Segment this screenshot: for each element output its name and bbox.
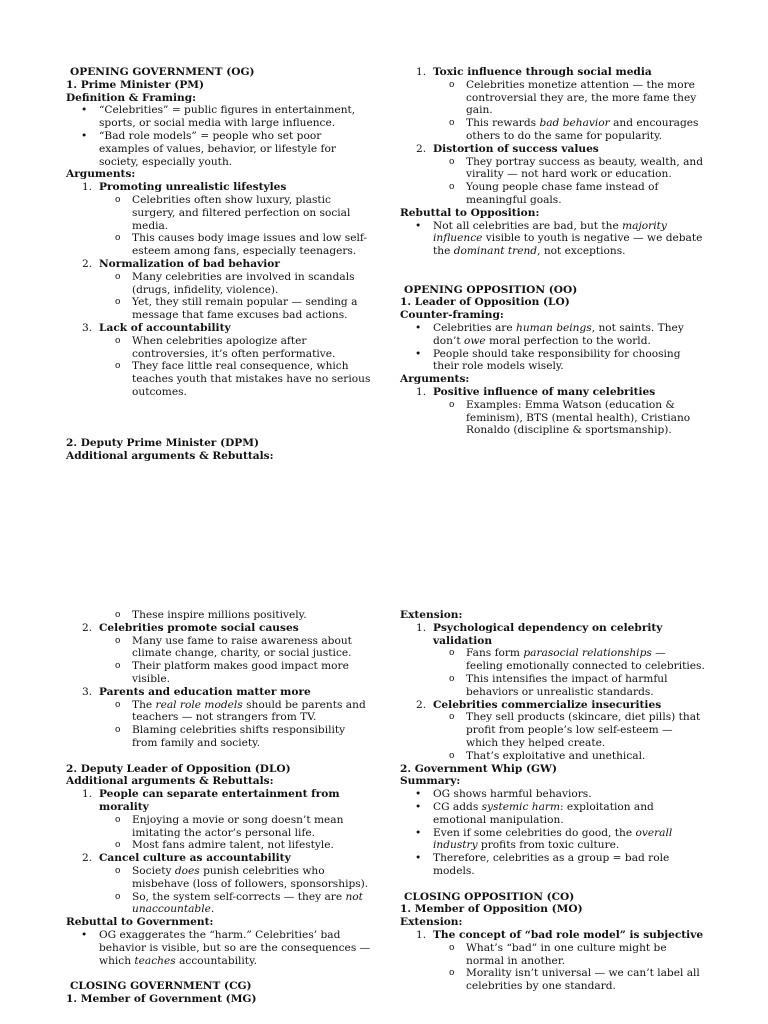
spacer <box>400 271 705 284</box>
heading <box>404 284 705 297</box>
sub-bullet-item <box>66 865 371 891</box>
item-text: OG shows harmful behaviors. <box>433 788 592 801</box>
item-text: Not all celebrities are bad, but the majority influence visible to youth is negative — we debate the dominant trend, not exceptions. <box>433 219 703 258</box>
item-text: Therefore, celebrities as a group = bad role models. <box>433 852 670 877</box>
item-text: Counter-framing: <box>400 309 504 322</box>
numbered-item <box>66 686 371 699</box>
item-text: Additional arguments & Rebuttals: <box>66 775 274 788</box>
spacer <box>66 750 371 763</box>
item-text: Normalization of bad behavior <box>99 257 280 270</box>
item-text: The concept of “bad role model” is subjective <box>433 928 704 941</box>
heading <box>400 903 705 916</box>
item-text: “Celebrities” = public figures in entertainment, sports, or social media with large influence. <box>99 104 356 130</box>
sub-bullet-item <box>400 673 705 699</box>
item-text: When celebrities apologize after controversies, it’s often performative. <box>132 334 336 360</box>
item-text: Blaming celebrities shifts responsibility from family and society. <box>132 724 346 749</box>
numbered-item <box>66 622 371 635</box>
spacer <box>66 412 371 425</box>
heading <box>400 775 705 788</box>
numbered-item <box>66 258 371 271</box>
item-text: Extension: <box>400 916 463 929</box>
item-text: They face little real consequence, which teaches youth that mistakes have no serious outcomes. <box>132 360 371 398</box>
item-text: Yet, they still remain popular — sending a message that fame excuses bad actions. <box>132 296 358 322</box>
list-number: 2. <box>416 698 427 711</box>
item-text: They sell products (skincare, diet pills) that profit from people’s low self-esteem — which they helped create. <box>466 711 701 749</box>
bullet-item <box>400 220 705 258</box>
sub-bullet-item <box>66 891 371 917</box>
item-text: So, the system self-corrects — they are not unaccountable. <box>132 890 363 916</box>
sub-bullet-item <box>66 724 371 750</box>
spacer <box>400 258 705 271</box>
heading <box>400 373 705 386</box>
list-number: 1. <box>82 181 93 194</box>
item-text: OG exaggerates the “harm.” Celebrities’ bad behavior is visible, but so are the consequences — which teaches accountability. <box>99 928 371 967</box>
item-text: Parents and education matter more <box>99 685 311 698</box>
sub-bullet-item <box>400 117 705 143</box>
sub-bullet-item <box>66 814 371 840</box>
sub-bullet-item <box>66 699 371 725</box>
item-text: Celebrities commercialize insecurities <box>433 698 662 711</box>
item-text: Toxic influence through social media <box>433 66 652 78</box>
right-column-top <box>400 66 705 437</box>
item-text: That’s exploitative and unethical. <box>466 749 646 762</box>
list-number: 2. <box>82 621 93 634</box>
numbered-item <box>66 322 371 335</box>
item-text: Celebrities often show luxury, plastic surgery, and filtered perfection on social media. <box>132 193 351 232</box>
list-number: 3. <box>82 685 93 698</box>
item-text: Arguments: <box>400 373 470 386</box>
sub-bullet-item <box>66 839 371 852</box>
item-text: Celebrities promote social causes <box>99 621 299 634</box>
bullet-item <box>400 788 705 801</box>
list-number: 1. <box>416 928 427 941</box>
item-text: Most fans admire talent, not lifestyle. <box>132 839 334 852</box>
bullet-item <box>400 322 705 348</box>
item-text: Additional arguments & Rebuttals: <box>66 449 274 462</box>
item-text: This intensifies the impact of harmful behaviors or unrealistic standards. <box>466 672 668 698</box>
item-text: Cancel culture as accountability <box>99 852 291 865</box>
numbered-item <box>66 852 371 865</box>
heading <box>66 916 371 929</box>
item-text: Examples: Emma Watson (education & feminism), BTS (mental health), Cristiano Ronaldo (discipline & sportsmanship). <box>466 398 691 437</box>
item-text: Extension: <box>400 609 463 621</box>
sub-bullet-item <box>400 750 705 763</box>
list-number: 1. <box>82 788 93 801</box>
item-text: Even if some celebrities do good, the overall industry profits from toxic culture. <box>433 826 673 852</box>
heading <box>66 92 371 105</box>
sub-bullet-item <box>400 967 705 993</box>
numbered-item <box>400 66 705 79</box>
spacer <box>400 878 705 891</box>
item-text: People should take responsibility for choosing their role models wisely. <box>433 347 681 373</box>
numbered-item <box>66 181 371 194</box>
numbered-item <box>400 386 705 399</box>
left-column-bottom <box>66 609 371 1006</box>
item-text: Definition & Framing: <box>66 91 197 104</box>
item-text: What’s “bad” in one culture might be normal in another. <box>466 941 667 967</box>
item-text: Many celebrities are involved in scandals (drugs, infidelity, violence). <box>132 270 355 296</box>
item-text: Psychological dependency on celebrity validation <box>433 621 663 647</box>
list-number: 1. <box>416 66 427 78</box>
bullet-item <box>66 130 371 168</box>
list-number: 2. <box>82 257 93 270</box>
item-text: People can separate entertainment from morality <box>99 788 340 813</box>
sub-bullet-item <box>400 711 705 749</box>
numbered-item <box>400 622 705 648</box>
numbered-item <box>400 929 705 942</box>
sub-bullet-item <box>66 232 371 258</box>
item-text: This causes body image issues and low self-esteem among fans, especially teenagers. <box>132 232 367 258</box>
bullet-item <box>66 104 371 130</box>
list-number: 2. <box>82 852 93 865</box>
bullet-item <box>400 827 705 853</box>
item-text: Promoting unrealistic lifestyles <box>99 181 287 194</box>
item-text: Many use fame to raise awareness about climate change, charity, or social justice. <box>132 634 352 660</box>
item-text: They portray success as beauty, wealth, and virality — not hard work or education. <box>466 155 704 181</box>
item-text: 2. Deputy Leader of Opposition (DLO) <box>66 762 291 775</box>
heading <box>70 66 371 79</box>
item-text: Rebuttal to Opposition: <box>400 206 540 219</box>
sub-bullet-item <box>400 942 705 968</box>
item-text: Lack of accountability <box>99 321 231 334</box>
heading <box>404 891 705 904</box>
item-text: CLOSING OPPOSITION (CO) <box>404 890 575 903</box>
item-text: Positive influence of many celebrities <box>433 385 656 398</box>
bullet-item <box>66 929 371 967</box>
heading <box>400 609 705 622</box>
sub-bullet-item <box>66 609 371 622</box>
item-text: CG adds systemic harm: exploitation and emotional manipulation. <box>433 800 654 826</box>
item-text: 1. Member of Government (MG) <box>66 992 257 1005</box>
item-text: 2. Government Whip (GW) <box>400 762 557 775</box>
item-text: Arguments: <box>66 168 136 181</box>
item-text: Fans form parasocial relationships — feeling emotionally connected to celebrities. <box>466 647 705 673</box>
sub-bullet-item <box>400 156 705 182</box>
bullet-item <box>400 348 705 374</box>
item-text: Distortion of success values <box>433 142 599 155</box>
item-text: This rewards bad behavior and encourages others to do the same for popularity. <box>466 117 699 142</box>
sub-bullet-item <box>66 360 371 398</box>
list-number: 1. <box>416 385 427 398</box>
heading <box>66 168 371 181</box>
list-number: 3. <box>82 321 93 334</box>
sub-bullet-item <box>66 296 371 322</box>
spacer <box>66 424 371 437</box>
sub-bullet-item <box>400 647 705 673</box>
heading <box>66 775 371 788</box>
item-text: Enjoying a movie or song doesn’t mean imitating the actor’s personal life. <box>132 813 344 839</box>
sub-bullet-item <box>400 181 705 207</box>
sub-bullet-item <box>66 335 371 361</box>
numbered-item <box>400 143 705 156</box>
heading <box>66 79 371 92</box>
numbered-item <box>66 788 371 814</box>
heading <box>66 450 371 463</box>
item-text: “Bad role models” = people who set poor examples of values, behavior, or lifestyle for society, especially youth. <box>99 129 336 168</box>
item-text: CLOSING GOVERNMENT (CG) <box>70 980 252 993</box>
item-text: 1. Prime Minister (PM) <box>66 78 205 91</box>
list-number: 2. <box>416 142 427 155</box>
item-text: Summary: <box>400 775 461 788</box>
heading <box>400 916 705 929</box>
item-text: Society does punish celebrities who misbehave (loss of followers, sponsorships). <box>132 864 369 890</box>
bullet-item <box>400 801 705 827</box>
list-number: 1. <box>416 621 427 634</box>
sub-bullet-item <box>66 271 371 297</box>
sub-bullet-item <box>400 399 705 437</box>
item-text: 1. Leader of Opposition (LO) <box>400 296 570 309</box>
item-text: Morality isn’t universal — we can’t label all celebrities by one standard. <box>466 967 700 993</box>
heading <box>400 207 705 220</box>
item-text: Rebuttal to Government: <box>66 916 214 929</box>
heading <box>66 763 371 776</box>
heading <box>66 437 371 450</box>
item-text: OPENING OPPOSITION (OO) <box>404 283 578 296</box>
heading <box>400 309 705 322</box>
item-text: Celebrities are human beings, not saints. They don’t owe moral perfection to the world. <box>433 321 684 347</box>
heading <box>66 993 371 1006</box>
item-text: 2. Deputy Prime Minister (DPM) <box>66 437 259 450</box>
right-column-bottom <box>400 609 705 993</box>
item-text: Celebrities monetize attention — the more controversial they are, the more fame they gain. <box>466 78 697 117</box>
numbered-item <box>400 699 705 712</box>
sub-bullet-item <box>66 635 371 661</box>
item-text: 1. Member of Opposition (MO) <box>400 903 583 916</box>
item-text: Their platform makes good impact more visible. <box>132 660 349 685</box>
item-text: OPENING GOVERNMENT (OG) <box>70 66 255 78</box>
sub-bullet-item <box>66 194 371 232</box>
item-text: Young people chase fame instead of meaningful goals. <box>466 181 659 206</box>
left-column-top <box>66 66 371 463</box>
bullet-item <box>400 852 705 878</box>
heading <box>400 763 705 776</box>
item-text: These inspire millions positively. <box>132 609 307 621</box>
item-text: The real role models should be parents and teachers — not strangers from TV. <box>132 698 366 724</box>
sub-bullet-item <box>400 79 705 117</box>
spacer <box>66 399 371 412</box>
heading <box>400 296 705 309</box>
heading <box>70 980 371 993</box>
spacer <box>66 967 371 980</box>
sub-bullet-item <box>66 660 371 686</box>
